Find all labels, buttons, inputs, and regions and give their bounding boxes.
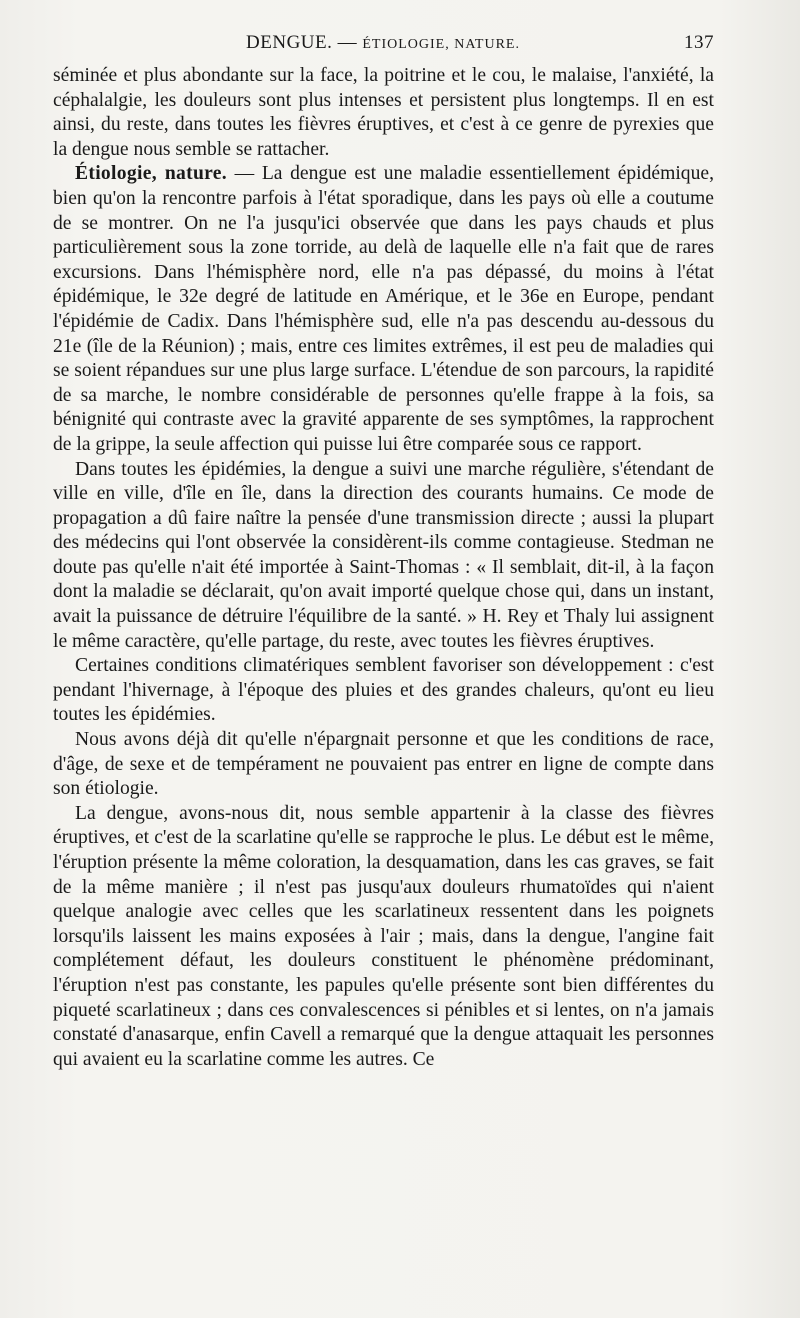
paragraph-text: Certaines conditions climatériques semblent favoriser son développement : c'est pendant l'hivernage, à l'époque des pluies et des grandes chaleurs, qu'ont eu lieu toutes les épidémies. (53, 655, 714, 726)
paragraph-text: La dengue, avons-nous dit, nous semble appartenir à la classe des fièvres éruptives, et c'est de la scarlatine qu'elle se rapproche le plus. Le début est le même, l'éruption présente la même coloration, la desquamation, dans les cas graves, se fait de la même manière ; il n'est pas jusqu'aux douleurs rhumatoïdes qui n'aient quelque analogie avec celles que les scarlatineux ressentent dans les poignets lorsqu'ils laissent les mains exposées à l'air ; mais, dans la dengue, l'angine fait complétement défaut, les douleurs constituent le phénomène prédominant, l'éruption n'est pas constante, les papules qu'elle présente sont bien différentes du piqueté scarlatineux ; dans ces convalescences si pénibles et si lentes, on n'a jamais constaté d'anasarque, enfin Cavell a remarqué que la dengue attaquait les personnes qui avaient eu la scarlatine comme les autres. Ce (53, 802, 714, 1070)
section-lead-heading: Étiologie, nature. (75, 163, 227, 185)
paragraph (53, 458, 714, 655)
body-text (53, 64, 714, 1072)
running-title (52, 32, 714, 54)
paragraph-etiologie (53, 162, 714, 457)
page-number: 137 (684, 32, 714, 53)
paragraph-text: séminée et plus abondante sur la face, la poitrine et le cou, le malaise, l'anxiété, la céphalalgie, les douleurs sont plus intenses et persistent plus longtemps. Il en est ainsi, du reste, dans toutes les fièvres éruptives, et c'est à ce genre de pyrexies que la dengue nous semble se rattacher. (53, 65, 714, 160)
paragraph-text: Dans toutes les épidémies, la dengue a suivi une marche régulière, s'étendant de ville en ville, d'île en île, dans la direction des courants humains. Ce mode de propagation a dû faire naître la pensée d'une transmission directe ; aussi la plupart des médecins qui l'ont observée la considèrent-ils comme contagieuse. Stedman ne doute pas qu'elle n'ait été importée à Saint-Thomas : « Il semblait, dit-il, à la façon dont la maladie se déclarait, qu'on avait importé quelque chose qui, dans un instant, avait la puissance de détruire l'équilibre de la santé. » H. Rey et Thaly lui assignent le même caractère, qu'elle partage, du reste, avec toutes les fièvres éruptives. (53, 458, 714, 652)
paragraph (53, 654, 714, 728)
paragraph-text: — La dengue est une maladie essentiellement épidémique, bien qu'on la rencontre parfois à l'état sporadique, dans les pays où elle a coutume de se montrer. On ne l'a jusqu'ici observée que dans les pays chauds et plus particulièrement sous la zone torride, au delà de laquelle elle n'a fait que de rares excursions. Dans l'hémisphère nord, elle n'a pas dépassé, du moins à l'état épidémique, le 32e degré de latitude en Amérique, et le 36e en Europe, pendant l'épidémie de Cadix. Dans l'hémisphère sud, elle n'a pas descendu au-dessous du 21e (île de la Réunion) ; mais, entre ces limites extrêmes, il est peu de maladies qui se soient répandues sur une plus large surface. L'étendue de son parcours, la rapidité de sa marche, le nombre considérable de personnes qu'elle frappe à la fois, sa bénignité qui contraste avec la gravité apparente de ses symptômes, la rapprochent de la grippe, la seule affection qui puisse lui être comparée sous ce rapport. (53, 163, 714, 455)
paragraph-continuation (53, 64, 714, 162)
paragraph-text: Nous avons déjà dit qu'elle n'épargnait personne et que les conditions de race, d'âge, de sexe et de tempérament ne pouvaient pas entrer en ligne de compte dans son étiologie. (53, 729, 714, 800)
running-title-section: ÉTIOLOGIE, NATURE. (362, 37, 520, 52)
running-header (52, 30, 714, 60)
running-title-dash: — (337, 32, 358, 53)
running-title-main: DENGUE. (246, 32, 333, 53)
paragraph (53, 802, 714, 1073)
paragraph (53, 728, 714, 802)
